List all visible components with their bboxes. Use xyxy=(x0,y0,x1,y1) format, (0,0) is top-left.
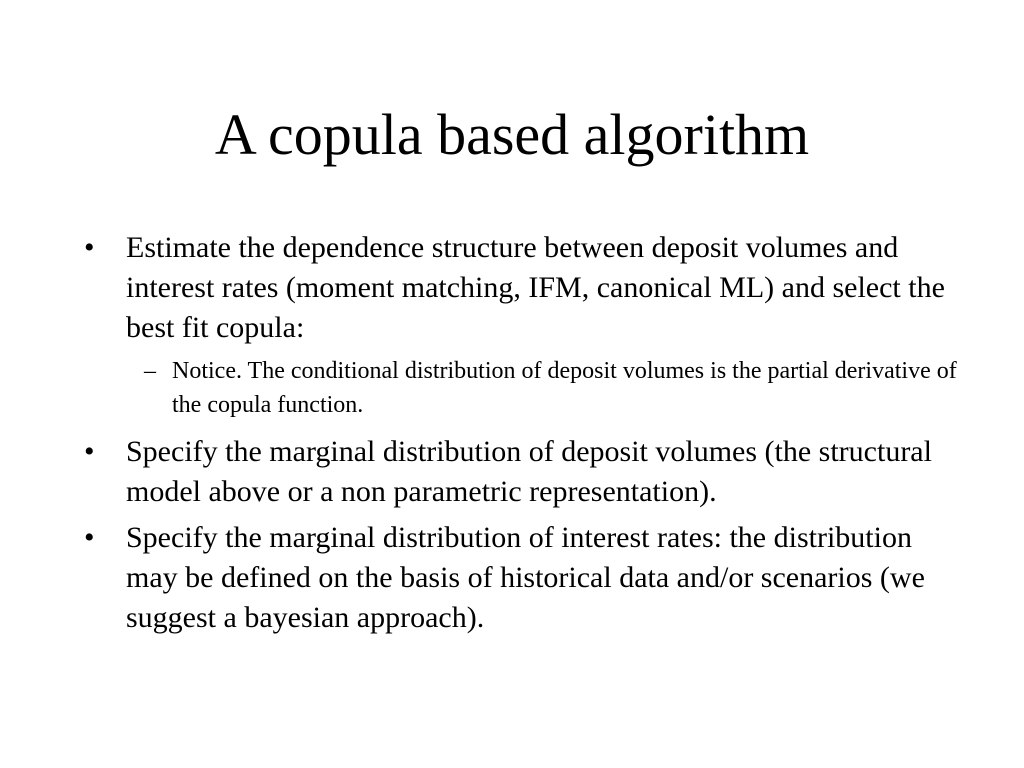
sub-bullet-item xyxy=(126,354,962,422)
bullet-text: Estimate the dependence structure between deposit volumes and interest rates (moment matching, IFM, canonical ML) and select the best fit copula: xyxy=(126,231,945,344)
bullet-item xyxy=(82,432,962,512)
bullet-item xyxy=(82,228,962,422)
slide-title: A copula based algorithm xyxy=(214,102,810,167)
bullet-text: Specify the marginal distribution of deposit volumes (the structural model above or a non parametric representation). xyxy=(126,435,932,508)
bullet-marker: • xyxy=(84,435,95,468)
bullet-marker: • xyxy=(84,231,95,264)
bullet-text: Specify the marginal distribution of interest rates: the distribution may be defined on the basis of historical data and/or scenarios (we suggest a bayesian approach). xyxy=(126,521,925,634)
sub-bullet-list xyxy=(126,354,962,422)
sub-bullet-text: Notice. The conditional distribution of deposit volumes is the partial derivative of the copula function. xyxy=(172,358,957,418)
bullet-list xyxy=(82,228,962,644)
bullet-item xyxy=(82,518,962,638)
sub-bullet-marker: – xyxy=(144,358,156,384)
bullet-marker: • xyxy=(84,521,95,554)
